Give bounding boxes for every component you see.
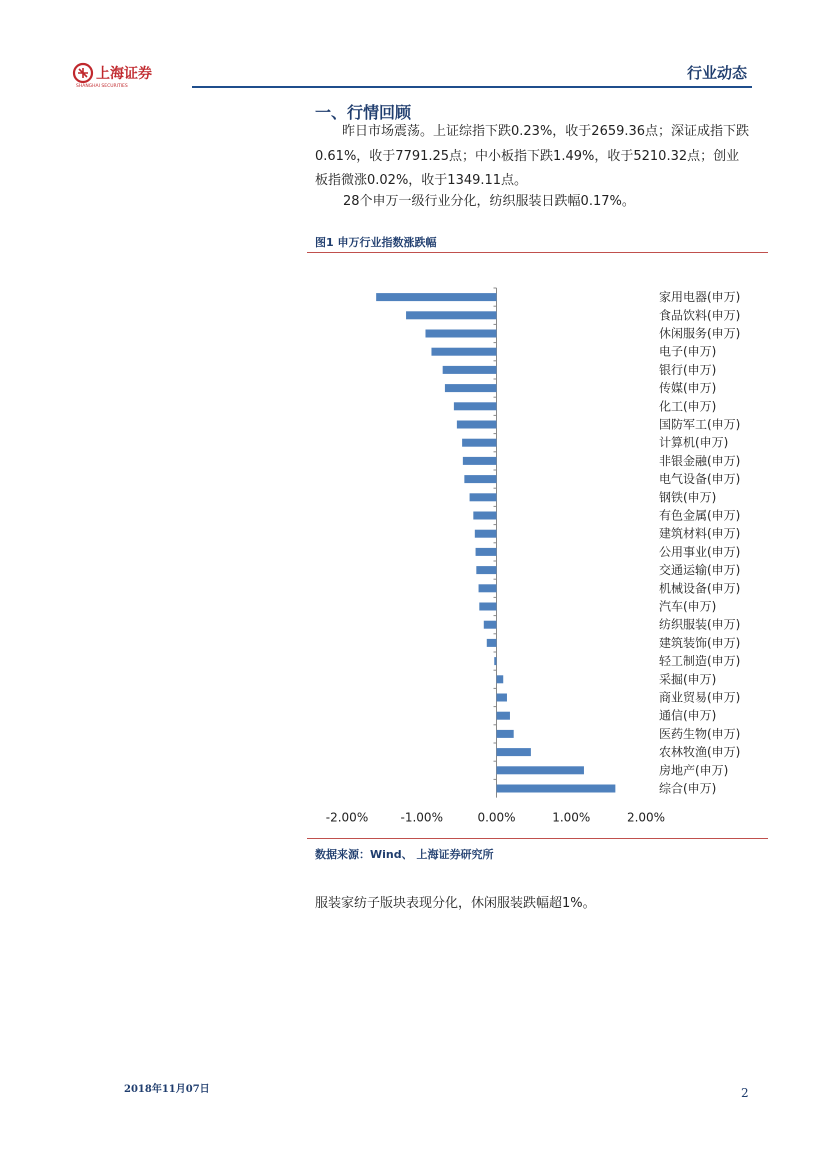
page-number: 2 [741,1086,749,1100]
bar [497,748,531,756]
bar [494,657,496,665]
category-label: 家用电器(申万) [659,290,741,305]
bar [479,603,496,611]
category-label: 钢铁(申万) [659,490,717,505]
x-tick-label: -1.00% [400,810,443,825]
market-review-paragraph: 昨日市场震荡。上证综指下跌0.23%，收于2659.36点；深证成指下跌0.61%，收于7791.25点；中小板指下跌1.49%，收于5210.32点；创业板指微涨0.02%，收于1349.11点。 [315,124,750,188]
figure-source: 数据来源：Wind、 上海证券研究所 [315,848,494,861]
category-label: 非银金融(申万) [659,453,741,468]
category-label: 通信(申万) [659,708,717,723]
bar [454,402,497,410]
x-tick-label: 1.00% [552,810,591,825]
category-label: 休闲服务(申万) [659,326,741,341]
bar [425,330,496,338]
category-label: 轻工制造(申万) [659,654,741,669]
x-tick-label: 0.00% [477,810,516,825]
category-label: 纺织服装(申万) [659,617,741,632]
bar [406,311,496,319]
bar [479,584,497,592]
category-label: 农林牧渔(申万) [659,745,741,760]
category-label: 采掘(申万) [659,672,717,687]
bar [497,766,584,774]
category-label: 有色金属(申万) [659,508,741,523]
bar [462,439,496,447]
category-label: 国防军工(申万) [659,417,741,432]
bar [445,384,497,392]
bar [464,475,496,483]
category-label: 食品饮料(申万) [659,308,741,323]
header-title: 行业动态 [686,64,747,82]
category-label: 建筑材料(申万) [659,526,741,541]
bar [497,712,510,720]
bar [470,493,497,501]
x-tick-label: 2.00% [626,810,666,825]
industry-index-bar-chart [307,260,768,830]
chart-svg [307,260,768,830]
apparel-summary-paragraph: 服装家纺子版块表现分化，休闲服装跌幅超1%。 [315,896,596,911]
bar [497,694,507,702]
category-label: 电气设备(申万) [659,472,741,487]
category-label: 房地产(申万) [659,763,729,778]
category-label: 综合(申万) [659,781,717,796]
figure-bottom-rule [307,838,768,839]
category-label: 计算机(申万) [659,435,729,450]
footer-date: 2018年11月07日 [124,1084,210,1095]
category-label: 银行(申万) [659,362,717,377]
category-label: 医药生物(申万) [659,726,741,741]
logo-text: 上海证券 [96,66,152,82]
x-tick-label: -2.00% [325,810,369,825]
header-rule [192,86,752,88]
bar [443,366,497,374]
bar [497,785,616,793]
category-label: 交通运输(申万) [659,563,741,578]
logo-subtext: SHANGHAI SECURITIES [76,84,128,88]
bar [475,530,497,538]
bar [473,512,496,520]
category-label: 化工(申万) [659,399,717,414]
bar [497,675,504,683]
bar [487,639,497,647]
logo [72,60,172,88]
category-label: 建筑装饰(申万) [659,635,741,650]
bar [476,548,497,556]
bar [484,621,497,629]
category-label: 汽车(申万) [659,599,717,614]
bar [457,421,497,429]
section-title: 一、行情回顾 [315,103,412,122]
category-label: 机械设备(申万) [659,581,741,596]
category-label: 商业贸易(申万) [659,690,741,705]
bar [476,566,496,574]
bar [463,457,497,465]
bar [431,348,496,356]
category-label: 传媒(申万) [659,381,717,396]
industry-summary-paragraph: 28个申万一级行业分化，纺织服装日跌幅0.17%。 [343,194,635,209]
category-label: 电子(申万) [659,344,717,359]
bar [376,293,496,301]
category-label: 公用事业(申万) [659,544,741,559]
figure-title: 图1 申万行业指数涨跌幅 [315,236,437,249]
figure-top-rule [307,252,768,253]
bar [497,730,514,738]
